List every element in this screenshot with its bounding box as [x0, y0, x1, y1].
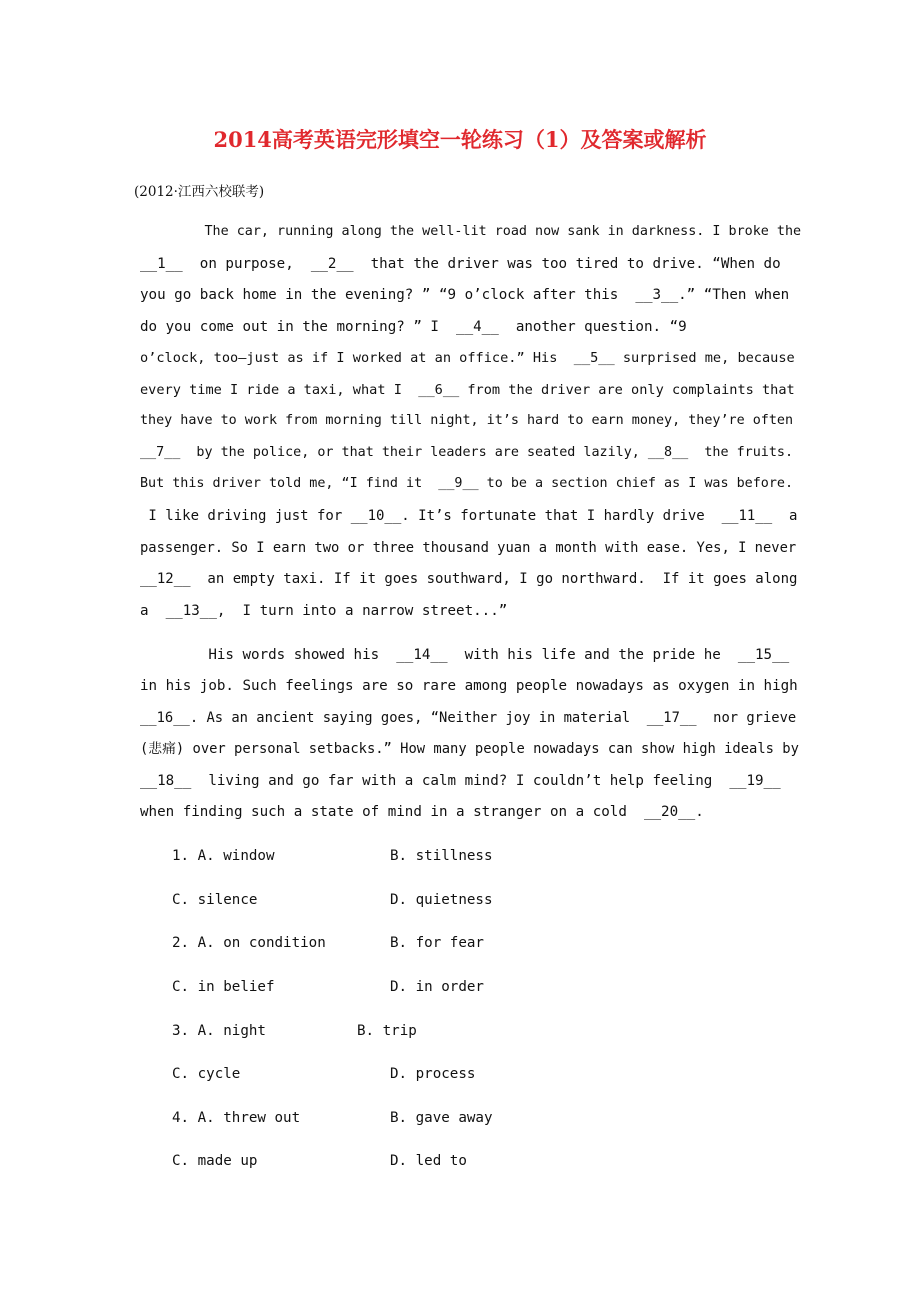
passage-line: passenger. So I earn two or three thousand yuan a month with ease. Yes, I never: [140, 540, 797, 556]
passage-line: __16__. As an ancient saying goes, “Neither joy in material __17__ nor grieve: [140, 710, 797, 726]
passage-line: __1__ on purpose, __2__ that the driver was too tired to drive. “When do: [140, 256, 781, 272]
passage-line: in his job. Such feelings are so rare among people nowadays as oxygen in high: [140, 678, 798, 694]
passage-line: I like driving just for __10__. It’s fortunate that I hardly drive __11__ a: [140, 508, 798, 524]
option-item: 2. A. on condition: [172, 935, 326, 951]
option-item: D. in order: [390, 979, 484, 995]
passage-line: The car, running along the well-lit road now sank in darkness. I broke the: [140, 224, 802, 239]
option-item: B. for fear: [390, 935, 484, 951]
document-title: 2014高考英语完形填空一轮练习（1）及答案或解析: [213, 127, 707, 152]
passage-line: (悲痛) over personal setbacks.” How many people nowadays can show high ideals by: [140, 741, 799, 757]
passage-line: do you come out in the morning? ” I __4__ another question. “9: [140, 319, 687, 335]
passage-line: when finding such a state of mind in a stranger on a cold __20__.: [140, 804, 704, 820]
option-item: D. led to: [390, 1153, 467, 1169]
option-item: B. stillness: [390, 848, 493, 864]
option-item: B. trip: [357, 1023, 417, 1039]
option-item: D. quietness: [390, 892, 493, 908]
option-item: C. cycle: [172, 1066, 241, 1082]
source-note: (2012·江西六校联考): [134, 184, 265, 200]
option-item: B. gave away: [390, 1110, 493, 1126]
passage-line: you go back home in the evening? ” “9 o’clock after this __3__.” “Then when: [140, 287, 790, 303]
option-item: C. silence: [172, 892, 258, 908]
passage-line: __12__ an empty taxi. If it goes southward, I go northward. If it goes along: [140, 571, 798, 587]
passage-line: But this driver told me, “I find it __9__ to be a section chief as I was before.: [140, 476, 794, 491]
option-item: 4. A. threw out: [172, 1110, 301, 1126]
passage-line: every time I ride a taxi, what I __6__ from the driver are only complaints that: [140, 382, 795, 398]
option-item: 1. A. window: [172, 848, 275, 864]
passage-line: they have to work from morning till night, it’s hard to earn money, they’re often: [140, 413, 794, 428]
passage-line: o’clock, too—just as if I worked at an office.” His __5__ surprised me, because: [140, 350, 795, 366]
option-item: D. process: [390, 1066, 476, 1082]
option-item: C. in belief: [172, 979, 275, 995]
passage-line: a __13__, I turn into a narrow street...”: [140, 603, 508, 619]
passage-line: His words showed his __14__ with his life and the pride he __15__: [140, 647, 790, 663]
passage-line: __7__ by the police, or that their leaders are seated lazily, __8__ the fruits.: [140, 445, 794, 460]
option-item: C. made up: [172, 1153, 258, 1169]
option-item: 3. A. night: [172, 1023, 266, 1039]
passage-line: __18__ living and go far with a calm mind? I couldn’t help feeling __19__: [140, 773, 781, 789]
